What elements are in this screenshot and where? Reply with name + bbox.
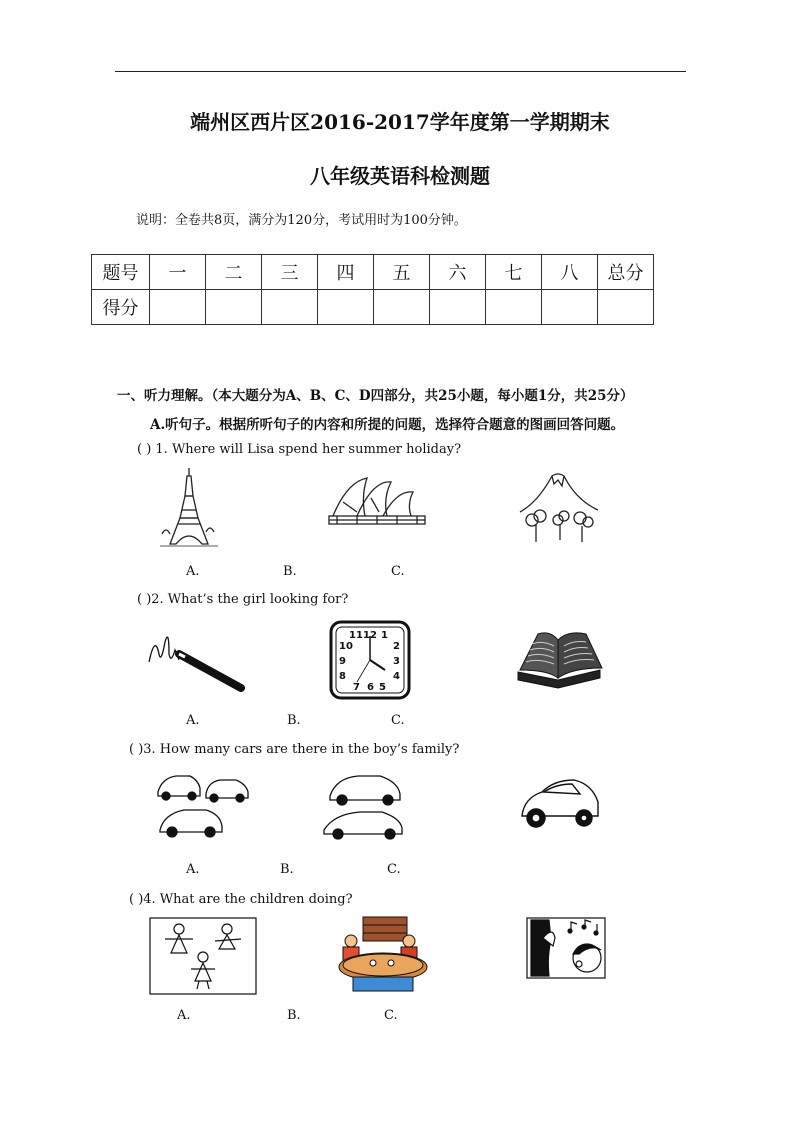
score-cell-header: 八 <box>542 255 598 290</box>
score-cell-empty[interactable] <box>150 290 206 325</box>
three-cars-icon <box>156 770 252 840</box>
option-c[interactable]: C. <box>391 564 405 579</box>
pen-icon <box>145 624 245 694</box>
mount-fuji-icon <box>518 470 600 544</box>
exam-note: 说明：全卷共8页，满分为120分，考试用时为100分钟。 <box>136 213 467 228</box>
clock-number: 7 <box>353 682 360 693</box>
option-b[interactable]: B. <box>287 1008 301 1023</box>
score-cell-empty[interactable] <box>206 290 262 325</box>
score-cell-empty[interactable] <box>430 290 486 325</box>
score-cell-header: 三 <box>262 255 318 290</box>
clock-number: 12 <box>363 630 377 641</box>
clock-number: 8 <box>339 671 346 682</box>
eiffel-tower-icon <box>158 466 220 548</box>
option-c[interactable]: C. <box>387 862 401 877</box>
question-2: ( )2. What’s the girl looking for? <box>137 592 349 607</box>
score-cell-empty[interactable] <box>318 290 374 325</box>
section-heading: 一、听力理解。（本大题分为A、B、C、D四部分，共25小题，每小题1分，共25分） <box>117 388 634 404</box>
score-cell-header: 七 <box>486 255 542 290</box>
exam-subtitle: 八年级英语科检测题 <box>310 164 490 188</box>
clock-number: 5 <box>379 682 386 693</box>
part-a-instruction: A.听句子。根据所听句子的内容和所提的问题，选择符合题意的图画回答问题。 <box>150 417 625 433</box>
score-cell-empty[interactable] <box>486 290 542 325</box>
one-car-icon <box>518 772 600 834</box>
score-cell-header: 二 <box>206 255 262 290</box>
score-cell-header: 五 <box>374 255 430 290</box>
clock-icon <box>329 620 411 700</box>
clock-number: 6 <box>367 682 374 693</box>
clock-number: 2 <box>393 641 400 652</box>
score-cell-label: 得分 <box>92 290 150 325</box>
singing-boy-icon <box>525 916 607 980</box>
option-a[interactable]: A. <box>186 713 200 728</box>
option-a[interactable]: A. <box>186 564 200 579</box>
top-rule <box>115 71 686 72</box>
clock-number: 4 <box>393 671 400 682</box>
score-cell-label: 题号 <box>92 255 150 290</box>
score-table-score-row <box>92 290 654 325</box>
option-b[interactable]: B. <box>280 862 294 877</box>
option-c[interactable]: C. <box>391 713 405 728</box>
score-cell-header: 四 <box>318 255 374 290</box>
score-cell-empty[interactable] <box>374 290 430 325</box>
option-a[interactable]: A. <box>186 862 200 877</box>
two-cars-icon <box>320 770 410 842</box>
score-cell-header: 总分 <box>598 255 654 290</box>
clock-number: 10 <box>339 641 353 652</box>
dancing-children-icon <box>149 917 257 995</box>
exam-title: 端州区西片区2016-2017学年度第一学期期末 <box>190 110 610 134</box>
clock-number: 1 <box>381 630 388 641</box>
score-table-header-row <box>92 255 654 290</box>
question-1: ( ) 1. Where will Lisa spend her summer holiday? <box>137 442 462 457</box>
option-c[interactable]: C. <box>384 1008 398 1023</box>
option-b[interactable]: B. <box>283 564 297 579</box>
score-cell-empty[interactable] <box>262 290 318 325</box>
score-cell-empty[interactable] <box>598 290 654 325</box>
option-a[interactable]: A. <box>177 1008 191 1023</box>
opera-house-icon <box>327 472 427 530</box>
score-cell-header: 一 <box>150 255 206 290</box>
option-b[interactable]: B. <box>287 713 301 728</box>
score-cell-empty[interactable] <box>542 290 598 325</box>
children-at-table-icon <box>333 915 433 997</box>
book-icon <box>514 630 604 692</box>
clock-number: 11 <box>349 630 363 641</box>
question-4: ( )4. What are the children doing? <box>129 892 353 907</box>
clock-number: 3 <box>393 656 400 667</box>
score-cell-header: 六 <box>430 255 486 290</box>
clock-number: 9 <box>339 656 346 667</box>
question-3: ( )3. How many cars are there in the boy’s family? <box>129 742 460 757</box>
score-table <box>91 254 654 325</box>
